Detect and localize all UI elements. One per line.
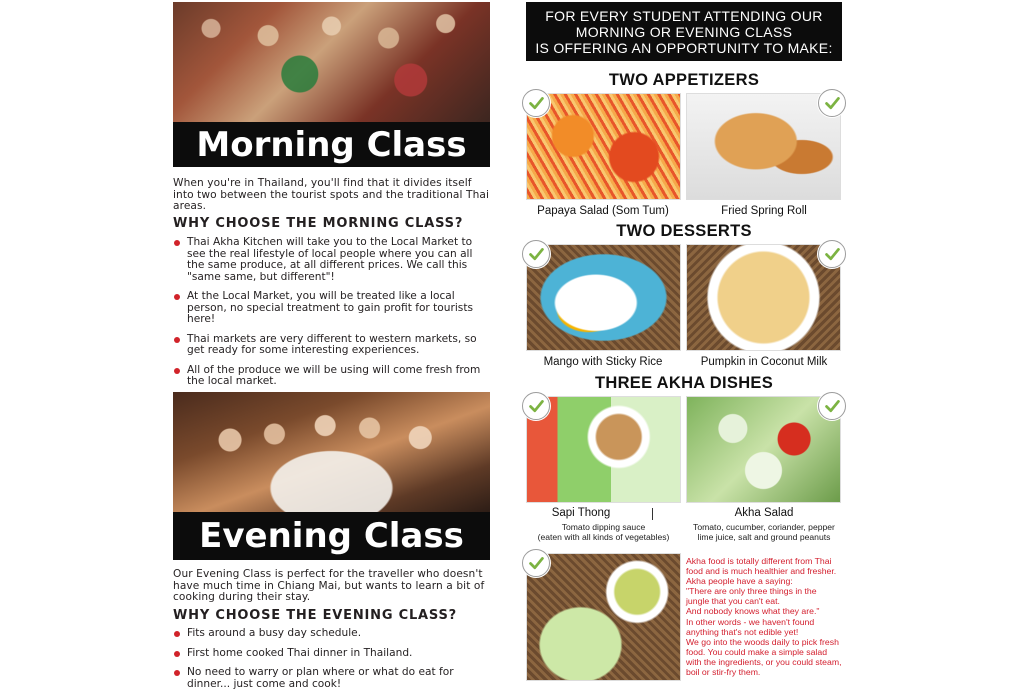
dish-caption: Akha Salad	[734, 507, 794, 519]
pumpkin-coconut-image	[686, 244, 841, 351]
list-item: No need to warry or plan where or what do eat for dinner... just come and cook!	[173, 667, 493, 690]
morning-class-title: Morning Class	[196, 124, 467, 165]
note-paragraph: Akha people have a saying:	[686, 576, 793, 587]
check-icon	[522, 240, 550, 268]
mango-sticky-rice-image	[526, 244, 681, 351]
dish-subcaption	[684, 522, 844, 542]
offer-banner	[526, 2, 842, 61]
list-item: Thai Akha Kitchen will take you to the Local Market to see the real lifestyle of local people where you can all the same produce, at all different prices. We call this "same same, but different"!	[173, 237, 493, 283]
check-icon	[522, 549, 550, 577]
akha-salad-image	[686, 396, 841, 503]
offer-line: MORNING OR EVENING CLASS	[575, 24, 793, 40]
caption-divider	[652, 508, 653, 520]
evening-why-heading: WHY CHOOSE THE EVENING CLASS?	[173, 608, 457, 623]
vegetables-image	[526, 553, 681, 681]
dish-caption: Pumpkin in Coconut Milk	[700, 356, 828, 368]
evening-intro: Our Evening Class is perfect for the traveller who doesn't have much time in Chiang Mai, but wants to learn a bit of cooking during their stay.	[173, 568, 485, 603]
offer-line: IS OFFERING AN OPPORTUNITY TO MAKE:	[535, 40, 833, 56]
offer-line: FOR EVERY STUDENT ATTENDING OUR	[545, 8, 823, 24]
appetizers-heading: TWO APPETIZERS	[608, 71, 760, 89]
dish-subcaption-line: Tomato dipping sauce	[561, 522, 646, 532]
akha-dishes-heading: THREE AKHA DISHES	[594, 374, 774, 392]
check-icon	[818, 240, 846, 268]
dish-subcaption	[526, 522, 681, 542]
evening-bullet-list	[173, 628, 493, 698]
check-icon	[522, 392, 550, 420]
papaya-salad-image	[526, 93, 681, 200]
morning-bullet-list	[173, 237, 493, 396]
list-item: Thai markets are very different to western markets, so get ready for some interesting experiences.	[173, 334, 493, 357]
spring-roll-image	[686, 93, 841, 200]
note-paragraph: "There are only three things in the jungle that you can't eat.	[686, 586, 817, 607]
morning-class-photo	[173, 2, 490, 122]
check-icon	[818, 392, 846, 420]
evening-class-title: Evening Class	[199, 516, 464, 556]
dish-caption: Fried Spring Roll	[721, 205, 807, 217]
list-item: First home cooked Thai dinner in Thailand.	[173, 648, 493, 660]
check-icon	[522, 89, 550, 117]
list-item: Fits around a busy day schedule.	[173, 628, 493, 640]
note-paragraph: And nobody knows what they are."	[686, 606, 820, 617]
list-item: All of the produce we will be using will come fresh from the local market.	[173, 365, 493, 388]
sapi-thong-image	[526, 396, 681, 503]
list-item: At the Local Market, you will be treated like a local person, no special treatment to gain profit for tourists here!	[173, 291, 493, 326]
dish-caption: Sapi Thong	[551, 507, 611, 519]
dish-subcaption-line: (eaten with all kinds of vegetables)	[537, 532, 670, 542]
check-icon	[818, 89, 846, 117]
dish-subcaption-line: Tomato, cucumber, coriander, pepper	[693, 522, 835, 532]
morning-class-banner	[173, 122, 490, 167]
morning-why-heading: WHY CHOOSE THE MORNING CLASS?	[173, 216, 464, 231]
dish-caption: Papaya Salad (Som Tum)	[537, 205, 669, 217]
desserts-heading: TWO DESSERTS	[616, 222, 752, 240]
dish-subcaption-line: lime juice, salt and ground peanuts	[697, 532, 831, 542]
note-paragraph: Akha food is totally different from Thai food and is much healthier and fresher.	[686, 556, 837, 577]
note-paragraph: We go into the woods daily to pick fresh food. You could make a simple salad with the ingredients, or you could steam, boil or stir-fry them.	[686, 636, 842, 678]
akha-food-note	[686, 556, 842, 677]
note-paragraph: In other words - we haven't found anything that's not edible yet!	[686, 616, 815, 637]
morning-intro: When you're in Thailand, you'll find that it divides itself into two between the tourist spots and the traditional Thai areas.	[173, 177, 490, 212]
evening-class-photo	[173, 392, 490, 512]
dish-caption: Mango with Sticky Rice	[543, 356, 663, 368]
evening-class-banner	[173, 512, 490, 560]
